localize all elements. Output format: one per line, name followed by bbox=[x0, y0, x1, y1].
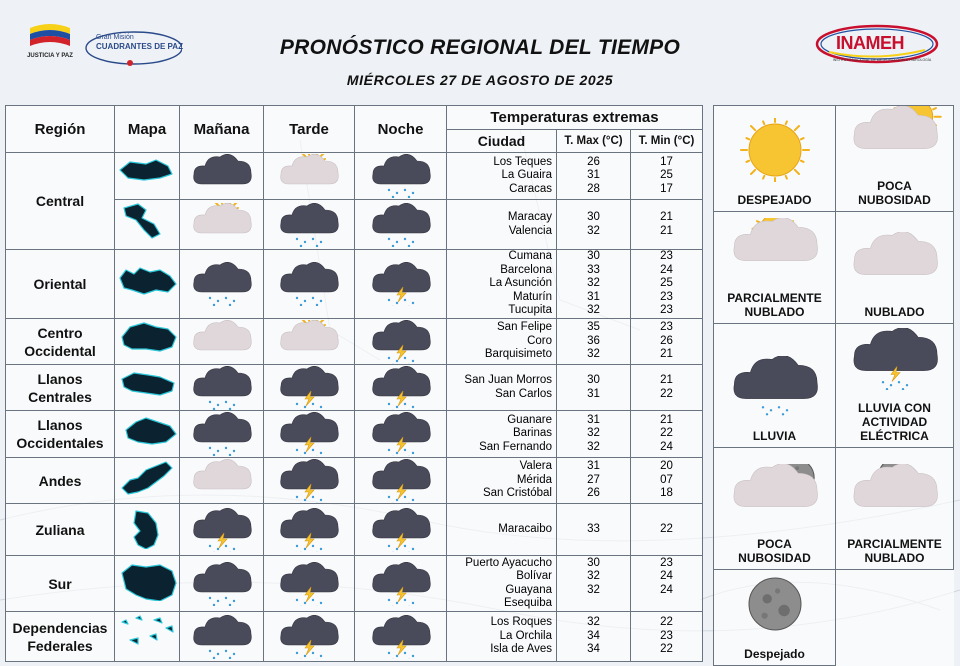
region-name: Llanos Centrales bbox=[6, 365, 115, 411]
table-row bbox=[6, 411, 703, 458]
table-row bbox=[6, 153, 703, 200]
city-name: Bolívar bbox=[516, 570, 552, 582]
tmax-value: 30 bbox=[587, 211, 600, 223]
inameh-logo bbox=[815, 22, 940, 72]
inameh-logo-text: INAMEH bbox=[836, 33, 904, 53]
legend-label: LLUVIA bbox=[752, 429, 797, 443]
tmin-list bbox=[631, 365, 703, 411]
tmax-value: 32 bbox=[587, 304, 600, 317]
city-list bbox=[447, 153, 557, 200]
tmin-value: 24 bbox=[660, 263, 673, 276]
logo-gm-line2: CUADRANTES DE PAZ bbox=[96, 42, 183, 51]
moon-cloud-icon bbox=[714, 464, 835, 531]
tmin-value: 23 bbox=[660, 556, 673, 569]
tmax-list bbox=[557, 612, 631, 662]
cloud-dark-rain-icon bbox=[355, 200, 447, 250]
legend-empty bbox=[836, 570, 954, 666]
tmax-value: 30 bbox=[587, 374, 600, 386]
city-name: Esequiba bbox=[504, 597, 552, 609]
tmin-value: 23 bbox=[660, 290, 673, 303]
tmax-list bbox=[557, 250, 631, 319]
col-header-region: Región bbox=[6, 106, 115, 153]
tmax-value: 32 bbox=[587, 570, 600, 582]
cloud-storm-icon bbox=[355, 504, 447, 556]
tmin-value: 24 bbox=[660, 440, 673, 453]
city-name: Barquisimeto bbox=[484, 348, 552, 361]
cloud-storm-icon bbox=[264, 612, 355, 662]
region-name: Llanos Occidentales bbox=[6, 411, 115, 458]
tmax-value: 31 bbox=[587, 460, 600, 473]
legend-label: PARCIALMENTE NUBLADO bbox=[847, 537, 942, 565]
tmin-value: 23 bbox=[660, 321, 673, 334]
tmax-value: 32 bbox=[587, 224, 600, 237]
city-list bbox=[447, 504, 557, 556]
city-list bbox=[447, 612, 557, 662]
cloud-storm-icon bbox=[264, 504, 355, 556]
cloud-dark-rain-icon bbox=[264, 250, 355, 319]
tmin-value: 17 bbox=[660, 182, 673, 195]
legend-row bbox=[714, 570, 954, 666]
legend-label: LLUVIA CON ACTIVIDAD ELÉCTRICA bbox=[858, 401, 931, 443]
city-name: San Carlos bbox=[495, 387, 552, 400]
region-map-icon bbox=[115, 200, 180, 250]
cloud-storm-icon bbox=[180, 504, 264, 556]
region-name: Zuliana bbox=[6, 504, 115, 556]
cloud-storm-icon bbox=[355, 365, 447, 411]
tmin-list bbox=[631, 612, 703, 662]
sun-cloud-light-icon bbox=[264, 153, 355, 200]
table-row bbox=[6, 458, 703, 504]
city-name: San Fernando bbox=[479, 440, 552, 453]
sun-icon bbox=[714, 118, 835, 187]
col-header-extremes: Temperaturas extremas bbox=[447, 106, 703, 130]
city-list bbox=[447, 411, 557, 458]
tmax-value: 31 bbox=[587, 169, 600, 182]
tmin-list bbox=[631, 250, 703, 319]
col-header-tmin: T. Min (°C) bbox=[631, 130, 703, 153]
col-header-afternoon: Tarde bbox=[264, 106, 355, 153]
tmax-value: 27 bbox=[587, 473, 600, 486]
tmin-list bbox=[631, 458, 703, 504]
city-name: Maracay bbox=[507, 211, 552, 223]
forecast-table bbox=[5, 105, 703, 662]
tmin-value: 22 bbox=[660, 387, 673, 400]
tmin-value bbox=[631, 597, 702, 611]
tmax-list bbox=[557, 411, 631, 458]
tmin-value: 26 bbox=[660, 334, 673, 347]
tmax-value: 32 bbox=[587, 277, 600, 290]
tmin-value: 24 bbox=[660, 583, 673, 596]
legend-row bbox=[714, 106, 954, 212]
region-map-icon bbox=[115, 612, 180, 662]
tmin-value: 24 bbox=[660, 570, 673, 582]
tmin-value: 20 bbox=[660, 460, 673, 473]
region-map-icon bbox=[115, 458, 180, 504]
city-name: Los Teques bbox=[493, 155, 552, 168]
city-name: Barcelona bbox=[500, 263, 552, 276]
cloud-storm-icon bbox=[264, 411, 355, 458]
region-map-icon bbox=[115, 365, 180, 411]
page-title: PRONÓSTICO REGIONAL DEL TIEMPO bbox=[279, 36, 681, 59]
tmax-value bbox=[557, 597, 630, 611]
tmax-list bbox=[557, 556, 631, 612]
tmax-value: 35 bbox=[587, 321, 600, 334]
city-name: La Orchila bbox=[499, 629, 552, 642]
tmin-list bbox=[631, 153, 703, 200]
tmin-list bbox=[631, 200, 703, 250]
rain-cloud-icon bbox=[714, 356, 835, 423]
sun-cloud-light-icon bbox=[264, 319, 355, 365]
cloud-dark-rain-icon bbox=[180, 250, 264, 319]
col-header-morning: Mañana bbox=[180, 106, 264, 153]
tmax-value: 26 bbox=[587, 487, 600, 500]
region-map-icon bbox=[115, 504, 180, 556]
city-name: San Juan Morros bbox=[464, 374, 552, 386]
cloud-light-icon bbox=[180, 458, 264, 504]
tmin-value: 07 bbox=[660, 473, 673, 486]
tmax-list bbox=[557, 319, 631, 365]
legend-row bbox=[714, 212, 954, 324]
region-name: Andes bbox=[6, 458, 115, 504]
tmax-value: 32 bbox=[587, 616, 600, 629]
city-list bbox=[447, 250, 557, 319]
tmax-value: 33 bbox=[587, 263, 600, 276]
tmin-value: 21 bbox=[660, 224, 673, 237]
legend-item bbox=[714, 212, 836, 324]
legend-label: NUBLADO bbox=[864, 305, 925, 319]
city-name: San Felipe bbox=[497, 321, 552, 334]
inameh-logo-subtitle: INSTITUTO NACIONAL DE METEOROLOGÍA E HIDROLOGÍA bbox=[832, 58, 932, 62]
region-name: Centro Occidental bbox=[6, 319, 115, 365]
cloud-dark-rain-icon bbox=[264, 200, 355, 250]
moon-partly-cloudy-icon bbox=[836, 464, 953, 531]
moon-icon bbox=[714, 572, 835, 641]
tmin-value: 21 bbox=[660, 413, 673, 426]
tmax-list bbox=[557, 504, 631, 556]
tmax-value: 32 bbox=[587, 583, 600, 596]
city-name: Barinas bbox=[513, 427, 552, 440]
table-row bbox=[6, 504, 703, 556]
table-row bbox=[6, 556, 703, 612]
tmax-value: 31 bbox=[587, 290, 600, 303]
tmax-value: 33 bbox=[587, 522, 600, 535]
region-name: Dependencias Federales bbox=[6, 612, 115, 662]
legend-label: POCA NUBOSIDAD bbox=[738, 537, 811, 565]
tmin-value: 21 bbox=[660, 211, 673, 223]
legend-item bbox=[714, 106, 836, 212]
legend-item bbox=[714, 324, 836, 448]
region-map-icon bbox=[115, 556, 180, 612]
tmax-value: 31 bbox=[587, 387, 600, 400]
tmin-value: 22 bbox=[660, 616, 673, 629]
page-date: MIÉRCOLES 27 DE AGOSTO DE 2025 bbox=[346, 72, 614, 88]
col-header-tmax: T. Max (°C) bbox=[557, 130, 631, 153]
table-row bbox=[6, 612, 703, 662]
city-list bbox=[447, 365, 557, 411]
city-name: La Asunción bbox=[489, 277, 552, 290]
city-name: Coro bbox=[527, 334, 552, 347]
cloud-storm-icon bbox=[355, 458, 447, 504]
region-name: Oriental bbox=[6, 250, 115, 319]
tmax-list bbox=[557, 365, 631, 411]
sun-cloud-icon bbox=[836, 106, 953, 173]
logo-caption: JUSTICIA Y PAZ bbox=[27, 53, 73, 59]
tmax-value: 30 bbox=[587, 250, 600, 263]
tmin-value: 21 bbox=[660, 348, 673, 361]
city-list bbox=[447, 319, 557, 365]
cloud-storm-icon bbox=[355, 411, 447, 458]
cloud-storm-icon bbox=[355, 250, 447, 319]
table-row bbox=[6, 250, 703, 319]
legend-table bbox=[713, 105, 954, 666]
tmin-value: 23 bbox=[660, 250, 673, 263]
tmax-value: 32 bbox=[587, 348, 600, 361]
cloud-icon bbox=[836, 232, 953, 299]
city-name: La Guaira bbox=[501, 169, 552, 182]
cloud-storm-icon bbox=[264, 458, 355, 504]
tmax-value: 26 bbox=[587, 155, 600, 168]
city-name: Cumana bbox=[508, 250, 552, 263]
cloud-dark-rain-icon bbox=[180, 365, 264, 411]
city-name: Maracaibo bbox=[498, 522, 552, 535]
tmax-value: 32 bbox=[587, 440, 600, 453]
city-name: Caracas bbox=[509, 182, 552, 195]
legend-label: POCA NUBOSIDAD bbox=[858, 179, 931, 207]
tmin-value: 18 bbox=[660, 487, 673, 500]
city-list bbox=[447, 556, 557, 612]
cloud-dark-rain-icon bbox=[180, 556, 264, 612]
cloud-dark-rain-icon bbox=[180, 612, 264, 662]
city-name: San Cristóbal bbox=[482, 487, 552, 500]
city-name: Isla de Aves bbox=[490, 643, 552, 656]
legend-item bbox=[714, 570, 836, 666]
tmin-value: 22 bbox=[660, 643, 673, 656]
tmax-list bbox=[557, 458, 631, 504]
cloud-light-icon bbox=[180, 319, 264, 365]
tmax-value: 28 bbox=[587, 182, 600, 195]
header bbox=[0, 0, 960, 100]
tmax-value: 34 bbox=[587, 629, 600, 642]
cuadrantes-de-paz-logo bbox=[82, 26, 182, 66]
cloud-storm-icon bbox=[355, 319, 447, 365]
legend-label: DESPEJADO bbox=[737, 193, 812, 207]
region-map-icon bbox=[115, 319, 180, 365]
tmin-value: 17 bbox=[660, 155, 673, 168]
legend-item bbox=[836, 106, 954, 212]
city-list bbox=[447, 458, 557, 504]
cloud-storm-icon bbox=[264, 556, 355, 612]
storm-cloud-icon bbox=[836, 328, 953, 395]
cloud-storm-icon bbox=[355, 612, 447, 662]
city-list bbox=[447, 200, 557, 250]
tmax-value: 32 bbox=[587, 427, 600, 440]
tmin-list bbox=[631, 319, 703, 365]
table-row bbox=[6, 365, 703, 411]
region-map-icon bbox=[115, 153, 180, 200]
col-header-map: Mapa bbox=[115, 106, 180, 153]
col-header-night: Noche bbox=[355, 106, 447, 153]
tmax-value: 34 bbox=[587, 643, 600, 656]
cloud-dark-rain-icon bbox=[355, 153, 447, 200]
tmax-value: 31 bbox=[587, 413, 600, 426]
city-name: Puerto Ayacucho bbox=[465, 556, 552, 569]
city-name: Guayana bbox=[505, 583, 552, 596]
tmin-list bbox=[631, 411, 703, 458]
legend-item bbox=[714, 448, 836, 570]
tmin-value: 23 bbox=[660, 304, 673, 317]
legend-row bbox=[714, 324, 954, 448]
tmin-list bbox=[631, 504, 703, 556]
legend-row bbox=[714, 448, 954, 570]
table-row bbox=[6, 319, 703, 365]
city-name: Guanare bbox=[507, 413, 552, 426]
cloud-storm-icon bbox=[355, 556, 447, 612]
tmin-value: 23 bbox=[660, 629, 673, 642]
city-name: Los Roques bbox=[490, 616, 552, 629]
legend-item bbox=[836, 448, 954, 570]
logo-gm-line1: Gran Misión bbox=[96, 34, 134, 41]
city-name: Valencia bbox=[508, 224, 552, 237]
cloud-dark-icon bbox=[180, 153, 264, 200]
cloud-dark-rain-icon bbox=[180, 411, 264, 458]
city-name: Valera bbox=[519, 460, 552, 473]
partly-cloudy-icon bbox=[714, 218, 835, 285]
region-map-icon bbox=[115, 250, 180, 319]
tmax-value: 36 bbox=[587, 334, 600, 347]
tmin-list bbox=[631, 556, 703, 612]
city-name: Mérida bbox=[516, 473, 552, 486]
tmax-list bbox=[557, 153, 631, 200]
tmin-value: 22 bbox=[660, 522, 673, 535]
legend-label: PARCIALMENTE NUBLADO bbox=[727, 291, 822, 319]
justicia-y-paz-logo bbox=[20, 22, 80, 66]
region-name: Sur bbox=[6, 556, 115, 612]
region-map-icon bbox=[115, 411, 180, 458]
tmax-value: 30 bbox=[587, 556, 600, 569]
tmin-value: 21 bbox=[660, 374, 673, 386]
legend-label: Despejado bbox=[744, 647, 805, 661]
sun-cloud-light-icon bbox=[180, 200, 264, 250]
col-header-city: Ciudad bbox=[447, 130, 557, 153]
legend-item bbox=[836, 324, 954, 448]
tmin-value: 25 bbox=[660, 277, 673, 290]
city-name: Tucupita bbox=[508, 304, 552, 317]
tmax-list bbox=[557, 200, 631, 250]
region-name: Central bbox=[6, 153, 115, 250]
tmin-value: 22 bbox=[660, 427, 673, 440]
tmin-value: 25 bbox=[660, 169, 673, 182]
legend-item bbox=[836, 212, 954, 324]
cloud-storm-icon bbox=[264, 365, 355, 411]
city-name: Maturín bbox=[513, 290, 552, 303]
